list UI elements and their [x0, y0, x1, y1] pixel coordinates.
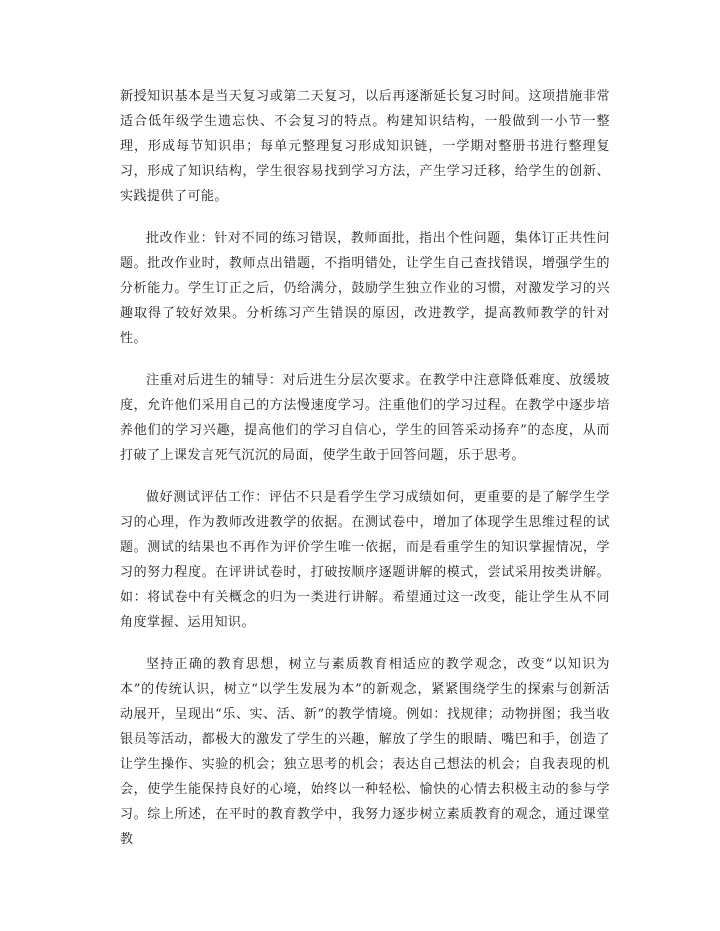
- paragraph-struggling-students: 注重对后进生的辅导：对后进生分层次要求。在教学中注意降低难度、放缓坡度，允许他们采用自己的方法慢速度学习。注重他们的学习过程。在教学中逐步培养他们的学习兴趣，提高他们的学习自信心，学生的回答采动扬弃”的态度，从而打破了上课发言死气沉沉的局面，使学生敢于回答问题，乐于思考。: [120, 373, 610, 463]
- document-body: [120, 84, 610, 852]
- paragraph-review-schedule: 新授知识基本是当天复习或第二天复习，以后再逐渐延长复习时间。这项措施非常适合低年级学生遗忘快、不会复习的特点。构建知识结构，一般做到一小节一整理，形成每节知识串；每单元整理复习形成知识链，一学期对整册书进行整理复习，形成了知识结构，学生很容易找到学习方法，产生学习迁移，给学生的创新、实践提供了可能。: [120, 89, 610, 204]
- paragraph-test-evaluation: 做好测试评估工作：评估不只是看学生学习成绩如何，更重要的是了解学生学习的心理，作为教师改进教学的依据。在测试卷中，增加了体现学生思维过程的试题。测试的结果也不再作为评价学生唯一依据，而是看重学生的知识掌握情况，学习的努力程度。在评讲试卷时，打破按顺序逐题讲解的模式，尝试采用按类讲解。如：将试卷中有关概念的归为一类进行讲解。希望通过这一改变，能让学生从不同角度掌握、运用知识。: [120, 490, 610, 630]
- paragraph-homework-correction: 批改作业：针对不同的练习错误，教师面批，指出个性问题，集体订正共性问题。批改作业时，教师点出错题，不指明错处，让学生自己查找错误，增强学生的分析能力。学生订正之后，仍给满分，鼓励学生独立作业的习惯，对激发学习的兴趣取得了较好效果。分析练习产生错误的原因，改进教学，提高教师教学的针对性。: [120, 231, 610, 346]
- paragraph-education-philosophy: 坚持正确的教育思想，树立与素质教育相适应的教学观念，改变“以知识为本”的传统认识，树立“以学生发展为本”的新观念，紧紧围绕学生的探索与创新活动展开，呈现出“乐、实、活、新”的教学情境。例如：找规律；动物拼图；我当收银员等活动，都极大的激发了学生的兴趣，解放了学生的眼睛、嘴巴和手，创造了让学生操作、实验的机会；独立思考的机会；表达自己想法的机会；自我表现的机会，使学生能保持良好的心境，始终以一种轻松、愉快的心情去积极主动的参与学习。综上所述，在平时的教育教学中，我努力逐步树立素质教育的观念，通过课堂教: [120, 657, 610, 847]
